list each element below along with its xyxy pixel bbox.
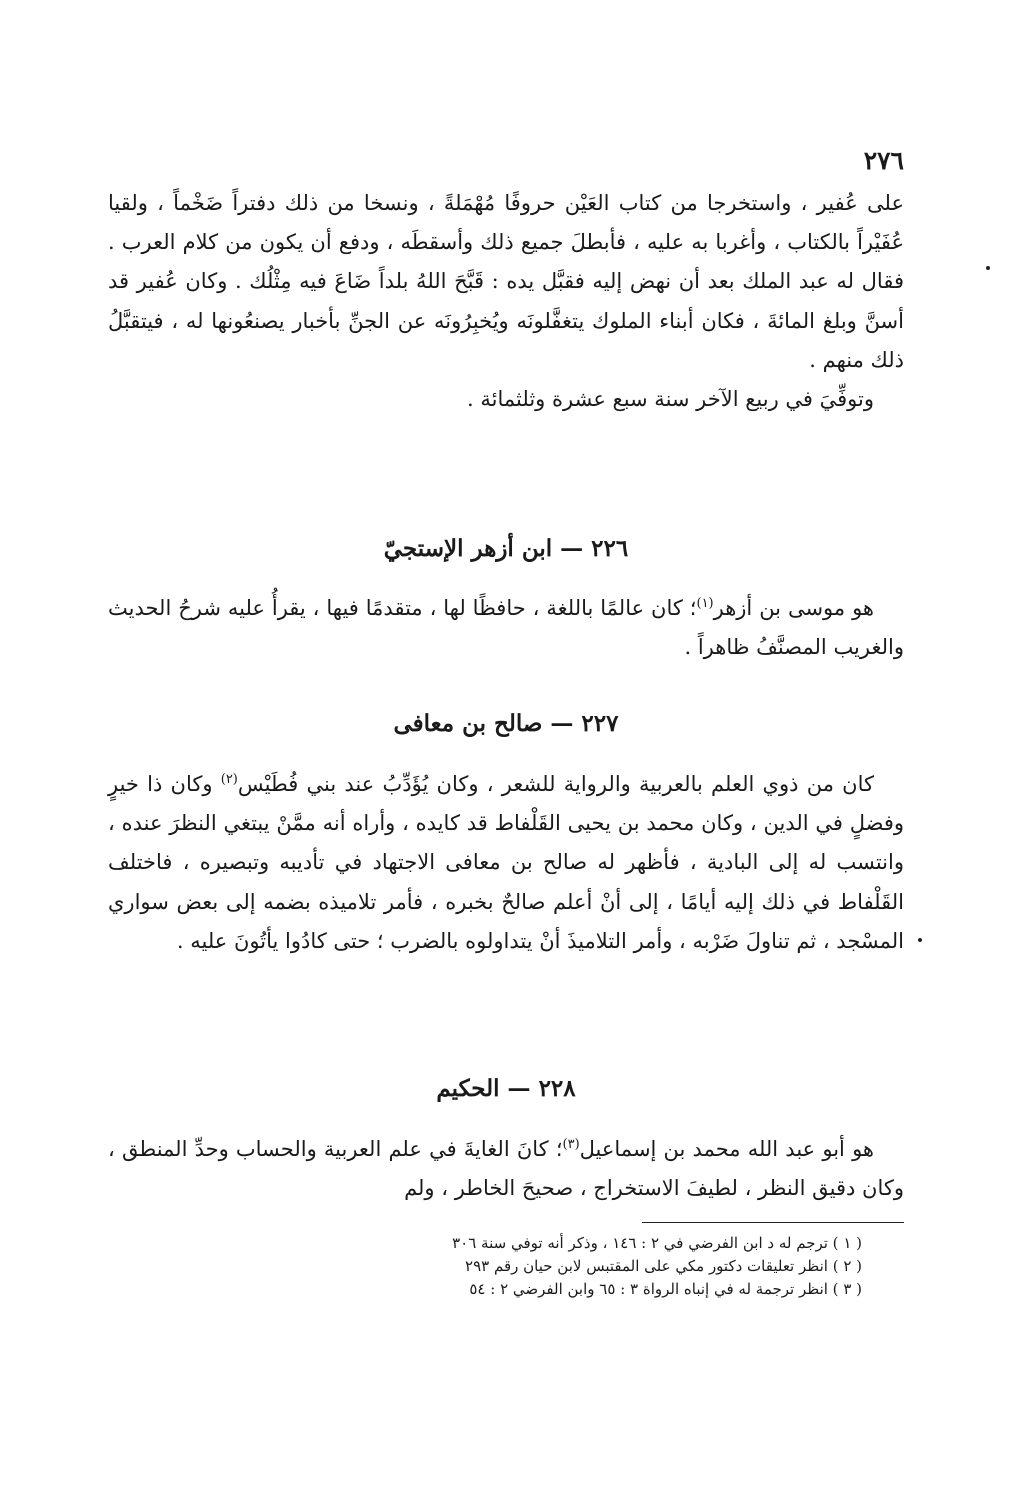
- margin-mark: [918, 938, 922, 942]
- entry-body: [108, 760, 904, 961]
- footnote: ( ٢ ) انظر تعليقات دكتور مكي على المقتبس لابن حيان رقم ٢٩٣: [465, 1257, 862, 1275]
- entry-heading: ٢٢٨ — الحكيم: [436, 1075, 576, 1102]
- margin-mark: [986, 266, 990, 270]
- body-paragraph: على عُفير ، واستخرجا من كتاب العَيْن حروفًا مُهْمَلةً ، ونسخا من ذلك دفتراً ضَخْماً ، ولقيا عُفَيْراً بالكتاب ، وأغربا به عليه ، فأبطلَ جميع ذلك وأسقطَه ، ودفع أن يكون من كلام العرب . فقال له عبد الملك بعد أن نهض إليه فقبَّل يده : قَبَّحَ اللهُ بلداً ضَاعَ فيه مِثْلُك . وكان عُفير قد أسنَّ وبلغ المائةَ ، فكان أبناء الملوك يتغفَّلونَه ويُخبِرُونَه عن الجنِّ بأخبار يصنعُونها له ، فيتقبَّلُ ذلك منهم .: [108, 191, 904, 372]
- footnote-marker: (٣): [562, 1137, 580, 1152]
- entry-heading: ٢٢٧ — صالح بن معافى: [393, 710, 619, 737]
- entry-text: كان من ذوي العلم بالعربية والرواية للشعر ، وكان يُؤَدِّبُ عند بني فُطَيْس: [237, 772, 874, 796]
- footnote-divider: [642, 1222, 904, 1223]
- footnote: ( ١ ) ترجم له د ابن الفرضي في ٢ : ١٤٦ ، وذكر أنه توفي سنة ٣٠٦: [452, 1234, 862, 1252]
- entry-text: ؛ كان عالمًا باللغة ، حافظًا لها ، متقدمًا فيها ، يقرأُ عليه شرحُ الحديث والغريب المصنَّفُ ظاهراً .: [108, 596, 904, 660]
- page-number: ٢٧٦: [863, 146, 904, 175]
- entry-text: ؛ كانَ الغايةَ في علم العربية والحساب وحدِّ المنطق ، وكان دقيق النظر ، لطيفَ الاستخراج ، صحيحَ الخاطر ، ولم: [108, 1137, 904, 1201]
- body-paragraph: وتوفِّيَ في ربيع الآخر سنة سبع عشرة وثلثمائة .: [467, 387, 874, 412]
- entry-body: [108, 584, 904, 667]
- previous-entry-continuation: [108, 184, 904, 419]
- footnotes: [162, 1232, 862, 1301]
- footnote-marker: (٢): [220, 772, 238, 787]
- footnote-marker: (١): [696, 596, 714, 611]
- entry-body: [108, 1125, 904, 1208]
- entry-text: هو أبو عبد الله محمد بن إسماعيل: [579, 1137, 874, 1161]
- entry-heading: ٢٢٦ — ابن أزهر الإستجيّ: [383, 535, 629, 562]
- entry-text: وكان ذا خيرٍ وفضلٍ في الدين ، وكان محمد بن يحيى القَلْفاط قد كايده ، وأراه أنه ممَّنْ يبتغي النظرَ عنده ، وانتسب له إلى البادية ، فأظهر له صالح بن معافى الاجتهاد في تأديبه وتبصيره ، فاختلف القَلْفاط في ذلك إليه أيامًا ، إلى أنْ أعلم صالحٌ بخبره ، فأمر تلاميذه بضمه إلى بعض سواري المسْجد ، ثم تناولَ ضَرْبه ، وأمر التلاميذَ أنْ يتداولوه بالضرب ؛ حتى كادُوا يأتُونَ عليه .: [108, 772, 904, 953]
- entry-text: هو موسى بن أزهر: [713, 596, 874, 620]
- footnote: ( ٣ ) انظر ترجمة له في إنباه الرواة ٣ : ٦٥ وابن الفرضي ٢ : ٥٤: [469, 1280, 862, 1298]
